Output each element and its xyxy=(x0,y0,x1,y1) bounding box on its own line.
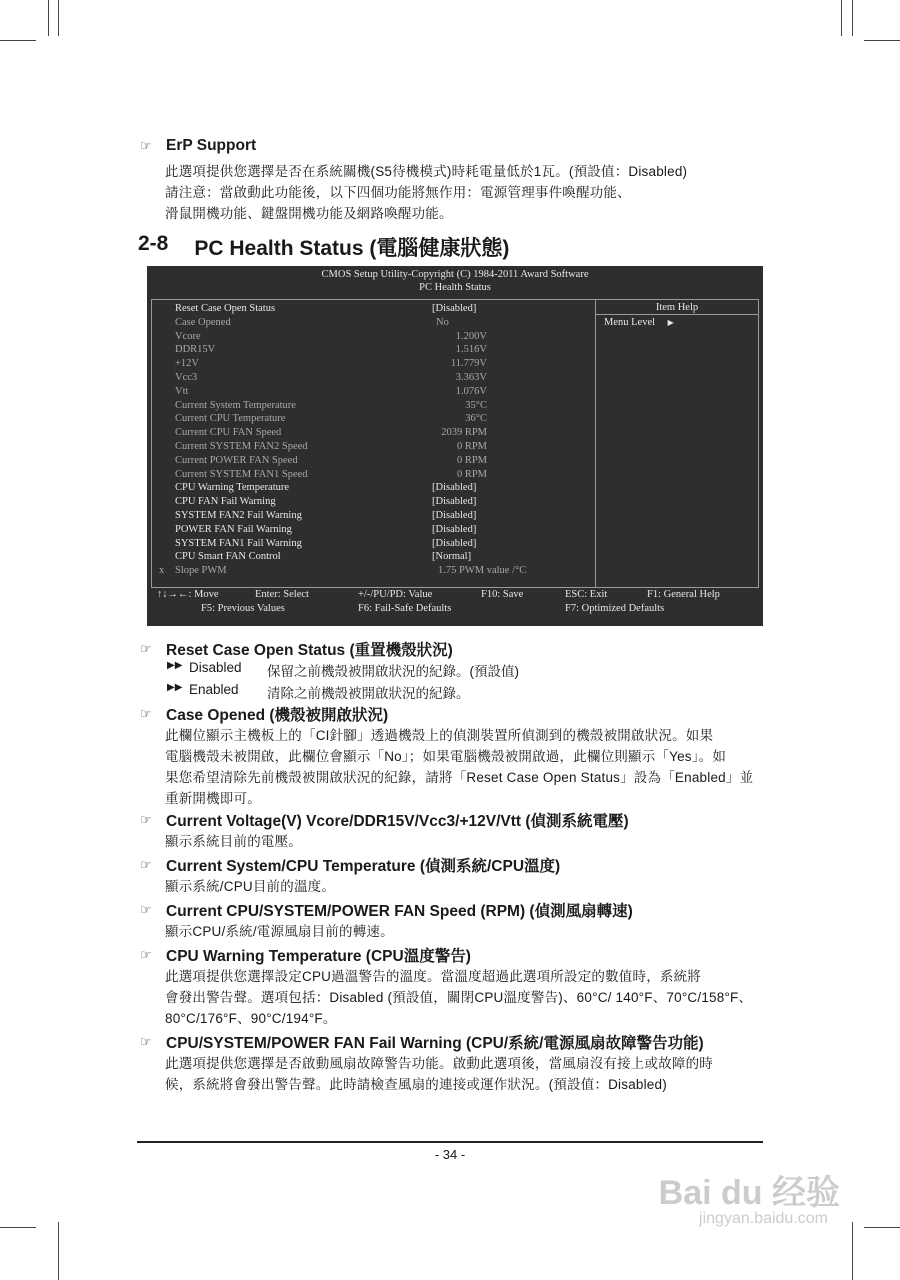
bios-setting-row xyxy=(152,440,595,454)
bios-setting-label: Vcc3 xyxy=(175,372,198,383)
menu-level-label: Menu Level xyxy=(604,317,656,328)
reset-option-enabled xyxy=(167,682,470,702)
bios-setting-value: 35°C xyxy=(465,399,487,411)
pointing-hand-icon: ☞ xyxy=(140,857,152,872)
cpu-warning-heading xyxy=(140,944,471,966)
double-arrow-icon: ▶▶ xyxy=(167,682,183,693)
bios-settings-list xyxy=(152,300,596,587)
bios-setting-value: 1.516V xyxy=(455,344,487,356)
reset-heading-text: Reset Case Open Status (重置機殼狀況) xyxy=(166,642,453,659)
bios-setting-row[interactable] xyxy=(152,550,595,564)
key-help: F1: General Help xyxy=(647,589,720,600)
bios-screenshot xyxy=(147,266,763,626)
pointing-hand-icon: ☞ xyxy=(140,138,152,153)
bios-setting-label: Case Opened xyxy=(175,316,231,328)
menu-level xyxy=(604,317,674,328)
erp-description: 此選項提供您選擇是否在系統關機(S5待機模式)時耗電量低於1瓦。(預設值：Disabled) 請注意：當啟動此功能後，以下四個功能將無作用：電源管理事件喚醒功能、 滑鼠開機功能、鍵盤開機功能及網路喚醒功能。 xyxy=(165,164,688,221)
page-number: - 34 - xyxy=(434,1147,466,1162)
bios-setting-row xyxy=(152,343,595,357)
bios-setting-label: DDR15V xyxy=(175,344,216,356)
erp-heading-text: ErP Support xyxy=(166,137,257,154)
key-previous: F5: Previous Values xyxy=(201,603,285,614)
voltage-heading xyxy=(140,809,629,831)
section-number: 2-8 xyxy=(138,232,169,255)
bios-setting-row xyxy=(152,371,595,385)
crop-mark xyxy=(864,40,900,41)
fan-fail-heading-text: CPU/SYSTEM/POWER FAN Fail Warning (CPU/系統/電源風扇故障警告功能) xyxy=(166,1035,704,1052)
option-name: Enabled xyxy=(189,682,239,697)
bios-setting-label: SYSTEM FAN1 Fail Warning xyxy=(175,537,302,549)
bios-setting-label: Vcore xyxy=(175,330,201,342)
bios-setting-value: [Disabled] xyxy=(432,303,477,314)
bios-setting-label: Slope PWM xyxy=(175,565,227,577)
bios-setting-value: 1.076V xyxy=(455,385,487,397)
bios-setting-label: +12V xyxy=(175,358,200,370)
bios-setting-row xyxy=(152,454,595,468)
watermark-url: jingyan.baidu.com xyxy=(699,1210,828,1227)
key-optimized: F7: Optimized Defaults xyxy=(565,603,665,614)
bios-setting-value: [Normal] xyxy=(432,551,472,563)
option-text: 保留之前機殼被開啟狀況的紀錄。(預設值) xyxy=(267,664,519,679)
bios-main-panel xyxy=(151,299,759,588)
key-exit: ESC: Exit xyxy=(565,589,608,600)
bios-setting-row[interactable] xyxy=(152,537,595,551)
reset-heading xyxy=(140,638,453,660)
bios-setting-label: Current CPU FAN Speed xyxy=(175,427,282,439)
temperature-description: 顯示系統/CPU目前的溫度。 xyxy=(165,879,336,894)
bios-page-title: PC Health Status xyxy=(419,282,491,293)
bios-setting-row[interactable] xyxy=(152,523,595,537)
fan-speed-heading-text: Current CPU/SYSTEM/POWER FAN Speed (RPM) (偵測風扇轉速) xyxy=(166,903,633,920)
option-text: 清除之前機殼被開啟狀況的紀錄。 xyxy=(267,686,470,701)
fan-speed-description: 顯示CPU/系統/電源風扇目前的轉速。 xyxy=(165,924,394,939)
bios-setting-row[interactable] xyxy=(152,509,595,523)
crop-mark xyxy=(0,40,36,41)
reset-option-disabled xyxy=(167,660,519,680)
key-failsafe: F6: Fail-Safe Defaults xyxy=(358,603,452,614)
section-name: PC Health Status (電腦健康狀態) xyxy=(194,237,510,260)
voltage-description: 顯示系統目前的電壓。 xyxy=(165,834,302,849)
fan-speed-heading xyxy=(140,899,633,921)
bios-setting-label: Current CPU Temperature xyxy=(175,413,286,425)
fan-fail-description: 此選項提供您選擇是否啟動風扇故障警告功能。啟動此選項後，當風扇沒有接上或故障的時 候，系統將會發出警告聲。此時請檢查風扇的連接或運作狀況。(預設值：Disabled) xyxy=(165,1056,713,1092)
bios-setting-value: [Disabled] xyxy=(432,496,477,508)
pointing-hand-icon: ☞ xyxy=(140,902,152,917)
bios-setting-value: No xyxy=(436,316,449,328)
key-move: ↑↓→←: Move xyxy=(157,589,219,600)
fan-fail-heading xyxy=(140,1031,704,1053)
temperature-heading xyxy=(140,854,560,876)
bios-setting-label: Reset Case Open Status xyxy=(175,303,276,314)
pointing-hand-icon: ☞ xyxy=(140,641,152,656)
pointing-hand-icon: ☞ xyxy=(140,947,152,962)
footer-rule xyxy=(137,1141,763,1143)
bios-setting-row xyxy=(152,468,595,482)
bios-setting-row xyxy=(152,399,595,413)
bios-setting-row xyxy=(152,330,595,344)
key-value: +/-/PU/PD: Value xyxy=(358,589,433,600)
crop-mark xyxy=(58,1222,59,1280)
bios-setting-label: CPU FAN Fail Warning xyxy=(175,496,276,508)
bios-setting-label: Current System Temperature xyxy=(175,399,296,411)
pointing-hand-icon: ☞ xyxy=(140,1034,152,1049)
case-opened-heading xyxy=(140,703,388,725)
bios-setting-label: CPU Smart FAN Control xyxy=(175,551,281,563)
bios-setting-value: 0 RPM xyxy=(456,454,487,466)
crop-mark xyxy=(48,0,49,36)
bios-setting-row xyxy=(152,357,595,371)
bios-setting-value: 3.363V xyxy=(455,372,487,383)
section-title xyxy=(138,232,509,262)
bios-setting-row[interactable] xyxy=(152,481,595,495)
bios-setting-value: [Disabled] xyxy=(432,537,477,549)
bios-setting-label: POWER FAN Fail Warning xyxy=(175,523,292,535)
bios-setting-label: Current SYSTEM FAN2 Speed xyxy=(175,441,308,452)
bios-setting-row[interactable] xyxy=(152,302,595,316)
crop-mark xyxy=(58,0,59,36)
bios-setting-value: 0 RPM xyxy=(456,468,487,480)
pointing-hand-icon: ☞ xyxy=(140,812,152,827)
crop-mark xyxy=(852,1222,853,1280)
bios-setting-value: 11.779V xyxy=(450,358,487,370)
bios-setting-row xyxy=(152,564,595,578)
bios-setting-value: [Disabled] xyxy=(432,482,477,494)
crop-mark xyxy=(0,1227,36,1228)
bios-setting-row xyxy=(152,385,595,399)
bios-setting-label: Current POWER FAN Speed xyxy=(175,454,298,466)
cpu-warning-heading-text: CPU Warning Temperature (CPU溫度警告) xyxy=(166,948,471,965)
bios-header xyxy=(147,266,763,294)
key-enter: Enter: Select xyxy=(255,589,309,600)
bios-setting-label: SYSTEM FAN2 Fail Warning xyxy=(175,510,302,521)
bios-setting-label: Vtt xyxy=(175,385,189,397)
arrow-right-icon: ▶ xyxy=(667,318,674,327)
bios-copyright: CMOS Setup Utility-Copyright (C) 1984-2011 Award Software xyxy=(321,269,589,280)
erp-heading xyxy=(140,137,256,155)
bios-setting-row xyxy=(152,426,595,440)
bios-setting-value: 1.75 PWM value /°C xyxy=(438,565,527,577)
bios-setting-value: 0 RPM xyxy=(456,441,487,452)
bios-setting-value: [Disabled] xyxy=(432,523,477,535)
bios-setting-label: Current SYSTEM FAN1 Speed xyxy=(175,468,308,480)
bios-setting-row xyxy=(152,316,595,330)
bios-setting-value: [Disabled] xyxy=(432,510,477,521)
key-save: F10: Save xyxy=(481,589,524,600)
temperature-heading-text: Current System/CPU Temperature (偵測系統/CPU溫度) xyxy=(166,858,561,875)
crop-mark xyxy=(864,1227,900,1228)
watermark-logo: Bai du 经验 xyxy=(658,1174,840,1212)
pointing-hand-icon: ☞ xyxy=(140,706,152,721)
cpu-warning-description: 此選項提供您選擇設定CPU過溫警告的溫度。當溫度超過此選項所設定的數值時，系統將 會發出警告聲。選項包括：Disabled (預設值，關閉CPU溫度警告)、60°C/ 140°F、70°C/158°F、 80°C/176°F、90°C/194°F。 xyxy=(165,969,753,1026)
bios-setting-row[interactable] xyxy=(152,495,595,509)
case-opened-description: 此欄位顯示主機板上的「CI針腳」透過機殼上的偵測裝置所偵測到的機殼被開啟狀況。如果 電腦機殼未被開啟，此欄位會顯示「No」；如果電腦機殼被開啟過，此欄位則顯示「Yes」。如 果您希望清除先前機殼被開啟狀況的紀錄，請將「Reset Case Open Status」設為「Enabled」並 重新開機即可。 xyxy=(165,728,754,806)
voltage-heading-text: Current Voltage(V) Vcore/DDR15V/Vcc3/+12V/Vtt (偵測系統電壓) xyxy=(166,813,629,830)
case-opened-heading-text: Case Opened (機殼被開啟狀況) xyxy=(166,707,389,724)
item-help-title: Item Help xyxy=(596,302,758,315)
bios-setting-value: 1.200V xyxy=(455,330,487,342)
bios-footer xyxy=(147,588,763,624)
bios-setting-label: CPU Warning Temperature xyxy=(175,482,290,494)
bios-setting-value: 2039 RPM xyxy=(441,427,487,439)
double-arrow-icon: ▶▶ xyxy=(167,660,183,671)
disabled-marker: x xyxy=(159,565,165,577)
option-name: Disabled xyxy=(189,660,242,675)
bios-setting-row xyxy=(152,412,595,426)
bios-setting-value: 36°C xyxy=(465,413,487,425)
crop-mark xyxy=(852,0,853,36)
crop-mark xyxy=(841,0,842,36)
